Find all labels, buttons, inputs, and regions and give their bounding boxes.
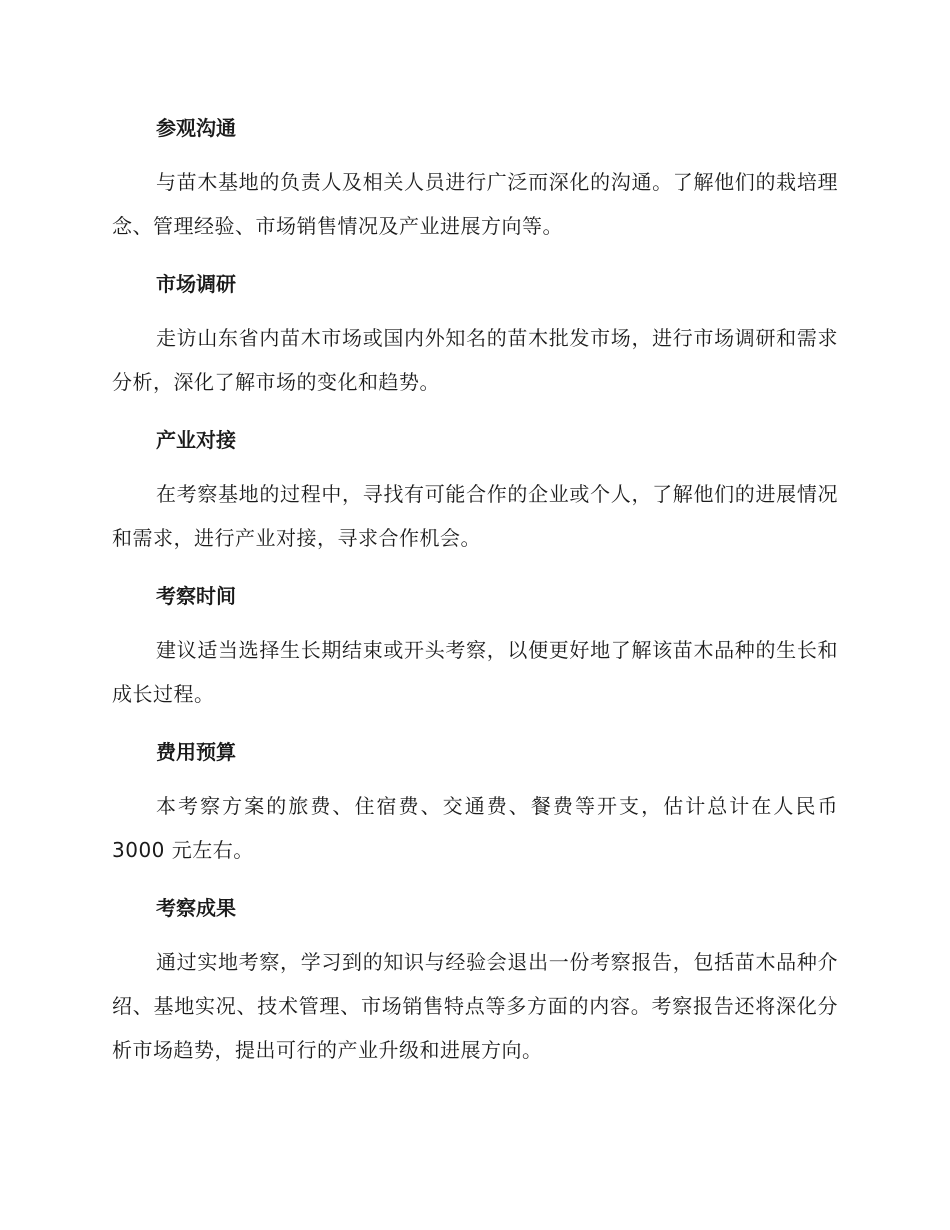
section-paragraph: 走访山东省内苗木市场或国内外知名的苗木批发市场，进行市场调研和需求分析，深化了解市场的变化和趋势。	[112, 326, 838, 394]
section-paragraph: 通过实地考察，学习到的知识与经验会退出一份考察报告，包括苗木品种介绍、基地实况、技术管理、市场销售特点等多方面的内容。考察报告还将深化分析市场趋势，提出可行的产业升级和进展方向。	[112, 950, 838, 1062]
section-results	[112, 892, 838, 1072]
section-heading: 参观沟通	[156, 116, 236, 140]
section-market-research	[112, 268, 838, 404]
section-paragraph: 在考察基地的过程中，寻找有可能合作的企业或个人，了解他们的进展情况和需求，进行产业对接，寻求合作机会。	[112, 482, 838, 550]
section-paragraph: 建议适当选择生长期结束或开头考察，以便更好地了解该苗木品种的生长和成长过程。	[112, 638, 838, 706]
section-heading: 考察时间	[156, 584, 236, 608]
section-paragraph: 与苗木基地的负责人及相关人员进行广泛而深化的沟通。了解他们的栽培理念、管理经验、市场销售情况及产业进展方向等。	[112, 170, 838, 238]
section-heading: 费用预算	[156, 740, 236, 764]
section-communication	[112, 112, 838, 248]
section-inspection-time	[112, 580, 838, 716]
section-industry-docking	[112, 424, 838, 560]
section-paragraph: 本考察方案的旅费、住宿费、交通费、餐费等开支，估计总计在人民币3000 元左右。	[112, 794, 838, 862]
section-heading: 考察成果	[156, 896, 236, 920]
section-heading: 市场调研	[156, 272, 236, 296]
section-budget	[112, 736, 838, 872]
section-heading: 产业对接	[156, 428, 236, 452]
